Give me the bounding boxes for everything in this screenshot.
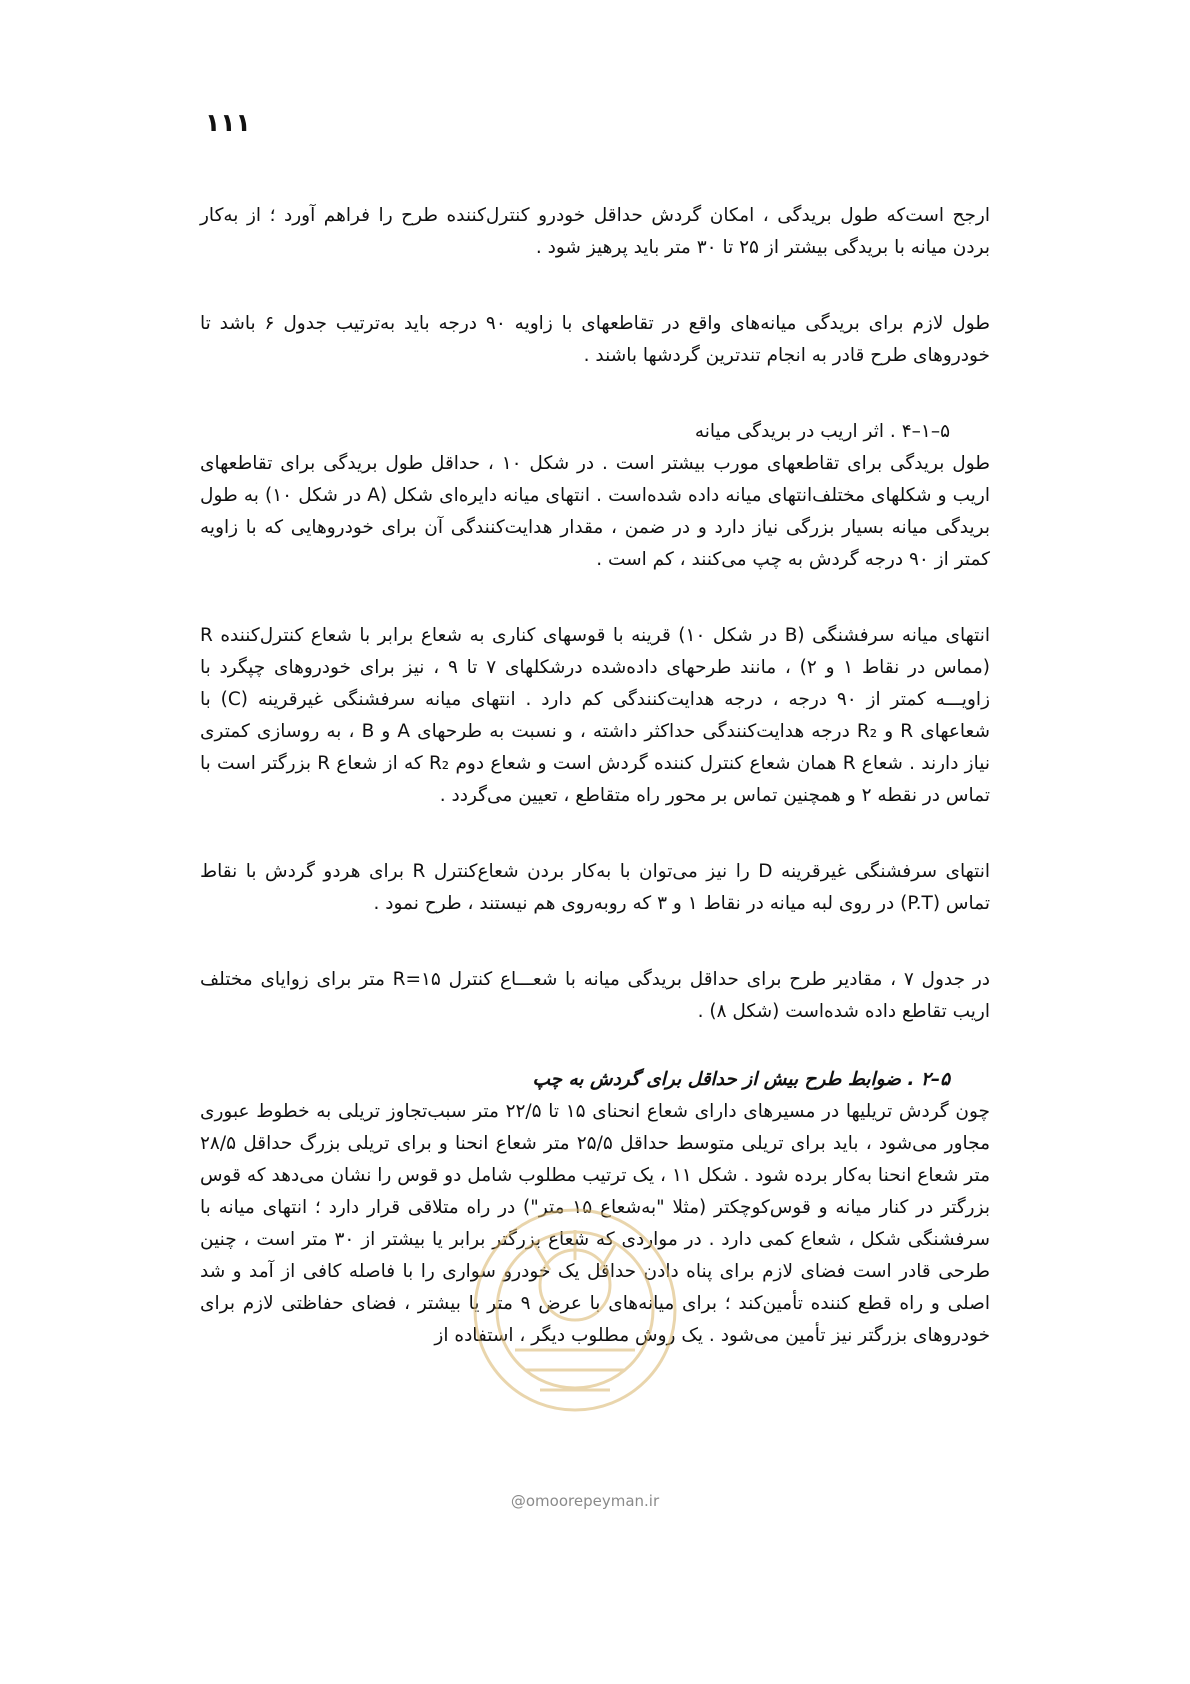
paragraph-2: طول لازم برای بریدگی میانه‌های واقع در تقاطعهای با زاویه ۹۰ درجه باید به‌ترتیب جدول ۶ باشد تا خودروهای طرح قادر به انجام تندترین گردشها باشند .	[200, 313, 990, 366]
paragraph-4: انتهای میانه سرفشنگی (B در شکل ۱۰) قرینه با قوسهای کناری به شعاع برابر با شعاع کنترل‌کننده R (مماس در نقاط ۱ و ۲) ، مانند طرحهای داده‌شده درشکلهای ۷ تا ۹ ، نیز برای خودروهای چپگرد با زاویـــه کمتر از ۹۰ درجه ، درجه هدایت‌کنندگی کم دارد . انتهای میانه سرفشنگی غیرقرینه (C) با شعاعهای R و R₂ درجه هدایت‌کنندگی حداکثر داشته ، و نسبت به طرحهای A و B ، به روسازی کمتری نیاز دارند . شعاع R همان شعاع کنترل کننده گردش است و شعاع دوم R₂ که از شعاع R بزرگتر است با تماس در نقطه ۲ و همچنین تماس بر محور راه متقاطع ، تعیین می‌گردد .	[200, 625, 991, 806]
paragraph-5: انتهای سرفشنگی غیرقرینه D را نیز می‌توان با به‌کار بردن شعاع‌کنترل R برای هردو گردش با نقاط تماس (P.T) در روی لبه میانه در نقاط ۱ و ۳ که روبه‌روی هم نیستند ، طرح نمود .	[200, 861, 990, 914]
watermark-url: @omoorepeyman.ir	[510, 1492, 660, 1510]
paragraph-1: ارجح است‌که طول بریدگی ، امکان گردش حداقل خودرو کنترل‌کننده طرح را فراهم آورد ؛ از به‌کار بردن میانه با بریدگی بیشتر از ۲۵ تا ۳۰ متر باید پرهیز شود .	[200, 205, 990, 258]
body-text	[200, 200, 990, 1352]
section-heading-5-2: ۵–۲ . ضوابط طرح بیش از حداقل برای گردش به چپ	[532, 1069, 950, 1090]
paragraph-7: چون گردش تریلیها در مسیرهای دارای شعاع انحنای ۱۵ تا ۲۲/۵ متر سبب‌تجاوز تریلی به خطوط عبوری مجاور می‌شود ، باید برای تریلی متوسط حداقل ۲۵/۵ متر شعاع انحنا و برای تریلی بزرگ حداقل ۲۸/۵ متر شعاع انحنا به‌کار برده شود . شکل ۱۱ ، یک ترتیب مطلوب شامل دو قوس را نشان می‌دهد که قوس بزرگتر در کنار میانه و قوس‌کوچکتر (مثلا "به‌شعاع ۱۵ متر") در راه متلاقی قرار دارد ؛ انتهای میانه با سرفشنگی شکل ، شعاع کمی دارد . در مواردی که شعاع بزرگتر برابر یا بیشتر از ۳۰ متر است ، چنین طرحی قادر است فضای لازم برای پناه دادن حداقل یک خودرو سواری را با فاصله کافی از آمد و شد اصلی و راه قطع کننده تأمین‌کند ؛ برای میانه‌های با عرض ۹ متر یا بیشتر ، فضای حفاظتی لازم برای خودروهای بزرگتر نیز تأمین می‌شود . یک روش مطلوب دیگر ، استفاده از	[200, 1101, 991, 1346]
page-number: ۱۱۱	[205, 108, 251, 137]
paragraph-6: در جدول ۷ ، مقادیر طرح برای حداقل بریدگی میانه با شعـــاع کنترل R=۱۵ متر برای زوایای مختلف اریب تقاطع داده شده‌است (شکل ۸) .	[200, 969, 990, 1022]
section-heading-5-1-4: ۵–۱–۴ . اثر اریب در بریدگی میانه	[694, 421, 950, 442]
seal-lines	[515, 1350, 635, 1390]
paragraph-3: طول بریدگی برای تقاطعهای مورب بیشتر است . در شکل ۱۰ ، حداقل طول بریدگی برای تقاطعهای اریب و شکلهای مختلف‌انتهای میانه داده شده‌است . انتهای میانه دایره‌ای شکل (A در شکل ۱۰) به طول بریدگی میانه بسیار بزرگی نیاز دارد و در ضمن ، مقدار هدایت‌کنندگی آن برای خودروهایی که با زاویه کمتر از ۹۰ درجه گردش به چپ می‌کنند ، کم است .	[200, 453, 990, 570]
